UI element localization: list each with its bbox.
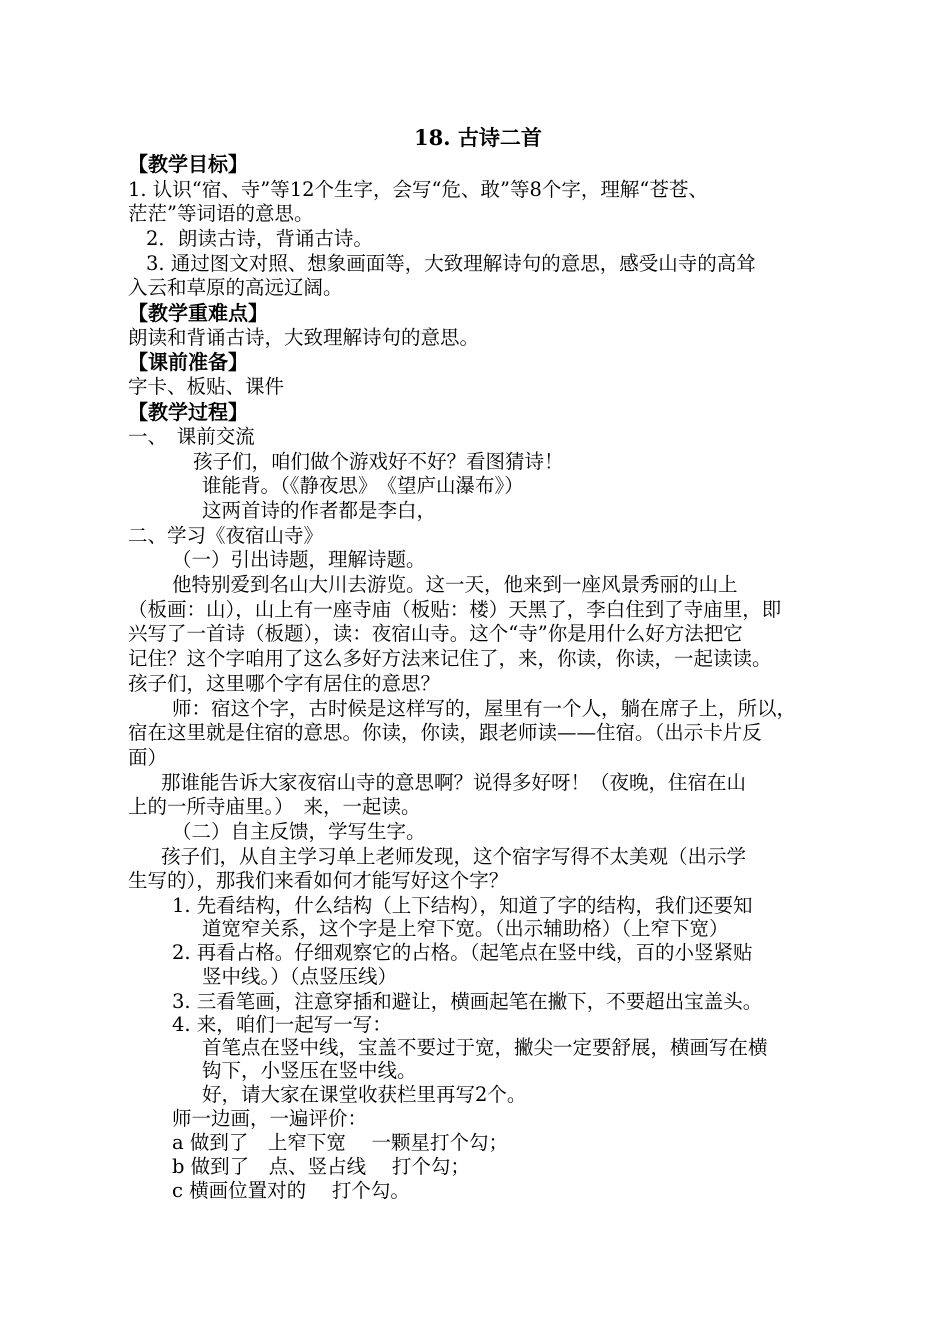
text-line: b 做到了 点、竖占线 打个勾； xyxy=(172,1155,470,1178)
text-line: 师：宿这个字，古时候是这样写的，屋里有一个人，躺在席子上，所以， xyxy=(172,697,797,720)
text-line: 面） xyxy=(128,746,168,769)
text-line: （二）自主反馈，学写生字。 xyxy=(172,820,426,843)
document-title: 18. 古诗二首 xyxy=(414,125,542,150)
text-line: 4. 来，咱们一起写一写： xyxy=(172,1013,392,1036)
text-line: 竖中线。）（点竖压线） xyxy=(202,965,398,988)
text-line: 兴写了一首诗（板题），读：夜宿山寺。这个“寺”你是用什么好方法把它 xyxy=(128,622,743,645)
text-line: 茫茫”等词语的意思。 xyxy=(128,202,314,225)
section-heading: 【课前准备】 xyxy=(128,350,248,374)
text-line: 孩子们，从自主学习单上老师发现，这个宿字写得不太美观（出示学 xyxy=(161,845,747,868)
text-line: 1. 先看结构，什么结构（上下结构），知道了字的结构，我们还要知 xyxy=(172,894,753,917)
text-line: 孩子们，咱们做个游戏好不好？看图猜诗！ xyxy=(193,450,564,473)
text-line: 二、学习《夜宿山寺》 xyxy=(128,524,324,547)
section-heading: 【教学重难点】 xyxy=(128,301,268,325)
text-line: c 横画位置对的 打个勾。 xyxy=(172,1179,410,1202)
text-line: 他特别爱到名山大川去游览。这一天，他来到一座风景秀丽的山上 xyxy=(172,573,738,596)
text-line: 钩下，小竖压在竖中线。 xyxy=(202,1059,417,1082)
text-line: 一、 课前交流 xyxy=(128,425,255,448)
text-line: 入云和草原的高远辽阔。 xyxy=(128,276,343,299)
text-line: 宿在这里就是住宿的意思。你读，你读，跟老师读——住宿。（出示卡片反 xyxy=(128,721,762,744)
text-line: 字卡、板贴、课件 xyxy=(128,375,285,398)
text-line: 记住？这个字咱用了这么多好方法来记住了，来，你读，你读，一起读读。 xyxy=(128,647,772,670)
text-line: 上的一所寺庙里。） 来，一起读。 xyxy=(128,795,421,818)
text-line: 3. 通过图文对照、想象画面等，大致理解诗句的意思，感受山寺的高耸 xyxy=(146,252,756,275)
section-heading: 【教学目标】 xyxy=(128,152,248,176)
text-line: （一）引出诗题，理解诗题。 xyxy=(172,548,426,571)
text-line: 好，请大家在课堂收获栏里再写2个。 xyxy=(202,1083,527,1106)
text-line: 2．朗读古诗，背诵古诗。 xyxy=(146,227,373,250)
section-heading: 【教学过程】 xyxy=(128,400,248,424)
text-line: 道宽窄关系，这个字是上窄下宽。（出示辅助格）（上窄下宽） xyxy=(202,917,729,940)
text-line: （板画：山），山上有一座寺庙（板贴：楼）天黑了，李白住到了寺庙里，即 xyxy=(128,598,782,621)
text-line: 朗读和背诵古诗，大致理解诗句的意思。 xyxy=(128,326,480,349)
text-line: 3. 三看笔画，注意穿插和避让，横画起笔在撇下，不要超出宝盖头。 xyxy=(172,990,763,1013)
text-line: 2. 再看占格。仔细观察它的占格。（起笔点在竖中线，百的小竖紧贴 xyxy=(172,941,753,964)
text-line: 生写的），那我们来看如何才能写好这个字？ xyxy=(128,869,509,892)
text-line: 师一边画，一遍评价： xyxy=(172,1107,368,1130)
text-line: 这两首诗的作者都是李白， xyxy=(202,499,437,522)
text-line: 1. 认识“宿、寺”等12个生字，会写“危、敢”等8个字，理解“苍苍、 xyxy=(128,178,708,201)
text-line: a 做到了 上窄下宽 一颗星打个勾； xyxy=(172,1131,509,1154)
text-line: 孩子们，这里哪个字有居住的意思？ xyxy=(128,672,441,695)
text-line: 谁能背。（《静夜思》 《望庐山瀑布》） xyxy=(202,474,524,497)
text-line: 那谁能告诉大家夜宿山寺的意思啊？说得多好呀！（夜晚，住宿在山 xyxy=(161,771,747,794)
text-line: 首笔点在竖中线，宝盖不要过于宽，撇尖一定要舒展，横画写在横 xyxy=(202,1036,768,1059)
